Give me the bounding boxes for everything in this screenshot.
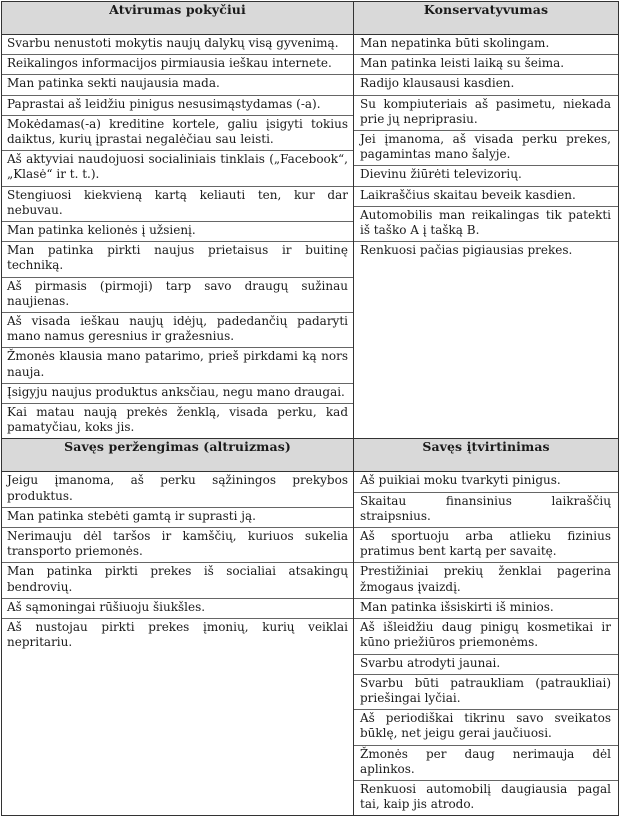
values-segments-table (1, 1, 619, 816)
statement-item: Svarbu nenustoti mokytis naujų dalykų visą gyvenimą. (2, 35, 353, 55)
statement-item: Man nepatinka būti skolingam. (354, 35, 618, 55)
header-conservatism: Konservatyvumas (354, 2, 619, 35)
header-self-enhancement: Savęs įtvirtinimas (354, 439, 619, 472)
cell-self-transcendence (2, 472, 354, 816)
statement-list-openness (2, 35, 353, 438)
statement-item: Žmonės klausia mano patarimo, prieš pirkdami ką nors nauja. (2, 348, 353, 383)
header-self-transcendence: Savęs peržengimas (altruizmas) (2, 439, 354, 472)
content-row-top (2, 35, 619, 439)
statement-item: Skaitau finansinius laikraščių straipsnius. (354, 493, 618, 528)
statement-item: Man patinka leisti laiką su šeima. (354, 55, 618, 75)
statement-item: Aš periodiškai tikrinu savo sveikatos būklę, net jeigu gerai jaučiuosi. (354, 710, 618, 745)
statement-item: Aš sąmoningai rūšiuoju šiukšles. (2, 599, 353, 619)
statement-item: Man patinka pirkti prekes iš socialiai atsakingų bendrovių. (2, 563, 353, 598)
cell-openness-to-change (2, 35, 354, 439)
statement-item: Prestižiniai prekių ženklai pagerina žmogaus įvaizdį. (354, 563, 618, 598)
statement-item: Žmonės per daug nerimauja dėl aplinkos. (354, 746, 618, 781)
statement-item: Svarbu būti patraukliam (patraukliai) priešingai lyčiai. (354, 675, 618, 710)
statement-item: Aš išleidžiu daug pinigų kosmetikai ir kūno priežiūros priemonėms. (354, 619, 618, 654)
statement-item: Paprastai aš leidžiu pinigus nesusimąstydamas (-a). (2, 96, 353, 116)
statement-item: Mokėdamas(-a) kreditine kortele, galiu įsigyti tokius daiktus, kurių įprastai negalėčiau sau leisti. (2, 116, 353, 151)
statement-list-conservatism (354, 35, 618, 261)
statement-item: Man patinka sekti naujausia mada. (2, 75, 353, 95)
statement-item: Aš nustojau pirkti prekes įmonių, kurių veiklai nepritariu. (7, 620, 348, 650)
statement-item: Stengiuosi kiekvieną kartą keliauti ten, kur dar nebuvau. (2, 187, 353, 222)
statement-item: Aš pirmasis (pirmoji) tarp savo draugų sužinau naujienas. (2, 278, 353, 313)
header-row-bottom (2, 439, 619, 472)
statement-item: Su kompiuteriais aš pasimetu, niekada prie jų nepriprasiu. (354, 96, 618, 131)
statement-item: Įsigyju naujus produktus anksčiau, negu mano draugai. (2, 384, 353, 404)
header-row-top (2, 2, 619, 35)
cell-self-enhancement (354, 472, 619, 816)
statement-item: Man patinka kelionės į užsienį. (2, 222, 353, 242)
statement-item: Aš puikiai moku tvarkyti pinigus. (354, 472, 618, 492)
statement-item: Automobilis man reikalingas tik patekti iš taško A į tašką B. (354, 207, 618, 242)
header-openness-to-change: Atvirumas pokyčiui (2, 2, 354, 35)
statement-item: Man patinka išsiskirti iš minios. (354, 599, 618, 619)
statement-list-self-enhancement (354, 472, 618, 815)
statement-item: Nerimauju dėl taršos ir kamščių, kuriuos sukelia transporto priemonės. (2, 528, 353, 563)
content-row-bottom (2, 472, 619, 816)
statement-item: Aš visada ieškau naujų idėjų, padedančių padaryti mano namus geresnius ir gražesnius. (2, 313, 353, 348)
cell-conservatism (354, 35, 619, 439)
statement-item: Laikraščius skaitau beveik kasdien. (354, 187, 618, 207)
statement-item: Kai matau naują prekės ženklą, visada perku, kad pamatyčiau, koks jis. (7, 405, 348, 435)
statement-item: Man patinka pirkti naujus prietaisus ir buitinę techniką. (2, 242, 353, 277)
statement-item: Aš sportuoju arba atlieku fizinius pratimus bent kartą per savaitę. (354, 528, 618, 563)
statement-item: Renkuosi pačias pigiausias prekes. (360, 243, 573, 258)
statement-item: Jeigu įmanoma, aš perku sąžiningos prekybos produktus. (2, 472, 353, 507)
statement-item: Jei įmanoma, aš visada perku prekes, pagamintas mano šalyje. (354, 131, 618, 166)
statement-item: Reikalingos informacijos pirmiausia ieškau internete. (2, 55, 353, 75)
statement-list-self-transcendence (2, 472, 353, 653)
statement-item: Dievinu žiūrėti televizorių. (354, 166, 618, 186)
statement-item: Aš aktyviai naudojuosi socialiniais tinklais („Facebook“, „Klasė“ ir t. t.). (2, 151, 353, 186)
statement-item: Man patinka stebėti gamtą ir suprasti ją. (2, 508, 353, 528)
statement-item: Radijo klausausi kasdien. (354, 75, 618, 95)
statement-item: Svarbu atrodyti jaunai. (354, 655, 618, 675)
statement-item: Renkuosi automobilį daugiausia pagal tai, kaip jis atrodo. (360, 781, 611, 812)
